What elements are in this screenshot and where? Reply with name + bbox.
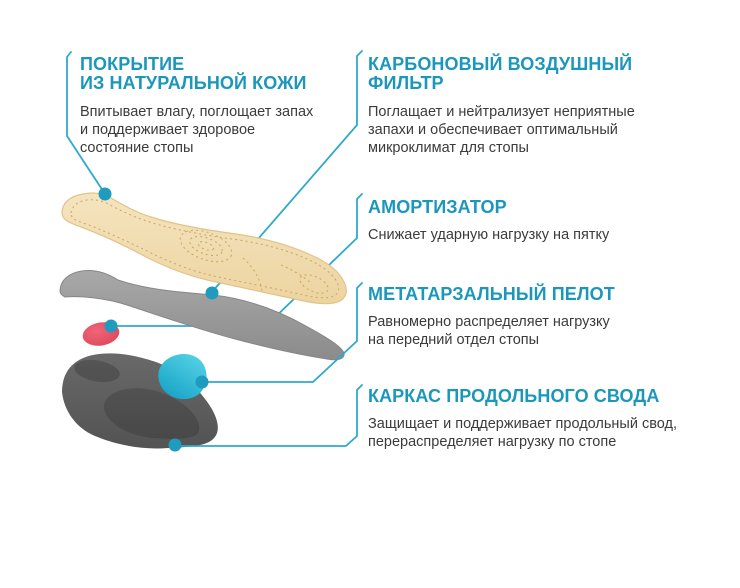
callout-dot-base-shell: [169, 439, 182, 452]
desc-line: и поддерживает здоровое: [80, 122, 256, 139]
title-line: АМОРТИЗАТОР: [368, 197, 507, 217]
callout-dot-arch-support: [196, 376, 209, 389]
section-desc: [368, 226, 609, 244]
section-carbon-filter: [368, 55, 635, 158]
title-line: КАРКАС ПРОДОЛЬНОГО СВОДА: [368, 386, 660, 406]
title-line: ПОКРЫТИЕ: [80, 54, 185, 74]
title-line: ФИЛЬТР: [368, 73, 444, 93]
section-title: [368, 285, 615, 304]
section-title: [80, 55, 313, 93]
section-desc: [80, 103, 313, 158]
desc-line: Поглащает и нейтрализует неприятные: [368, 104, 635, 120]
desc-line: Защищает и поддерживает продольный свод,: [368, 416, 677, 432]
desc-line: на передний отдел стопы: [368, 332, 540, 349]
title-line: КАРБОНОВЫЙ ВОЗДУШНЫЙ: [368, 54, 633, 74]
section-desc: [368, 103, 635, 158]
section-desc: [368, 313, 615, 349]
section-title: [368, 387, 677, 406]
section-shock-absorber: [368, 198, 609, 244]
section-title: [368, 198, 609, 217]
desc-line: состояние стопы: [80, 140, 194, 157]
section-desc: [368, 415, 677, 451]
callout-dot-carbon-filter: [206, 287, 219, 300]
section-title: [368, 55, 635, 93]
desc-line: микроклимат для стопы: [368, 140, 529, 157]
desc-line: запахи и обеспечивает оптимальный: [368, 122, 618, 139]
section-arch-frame: [368, 387, 677, 451]
callout-dot-leather-cover: [99, 188, 112, 201]
callout-dot-metatarsal-pad: [105, 320, 118, 333]
section-metatarsal-pad: [368, 285, 615, 349]
desc-line: Впитывает влагу, поглощает запах: [80, 104, 314, 120]
section-leather-cover: [80, 55, 313, 158]
desc-line: Снижает ударную нагрузку на пятку: [368, 227, 610, 243]
title-line: ИЗ НАТУРАЛЬНОЙ КОЖИ: [80, 73, 307, 93]
title-line: МЕТАТАРЗАЛЬНЫЙ ПЕЛОТ: [368, 284, 615, 304]
base-shell-layer: [62, 353, 218, 448]
desc-line: Равномерно распределяет нагрузку: [368, 314, 610, 330]
desc-line: перераспределяет нагрузку по стопе: [368, 434, 617, 451]
